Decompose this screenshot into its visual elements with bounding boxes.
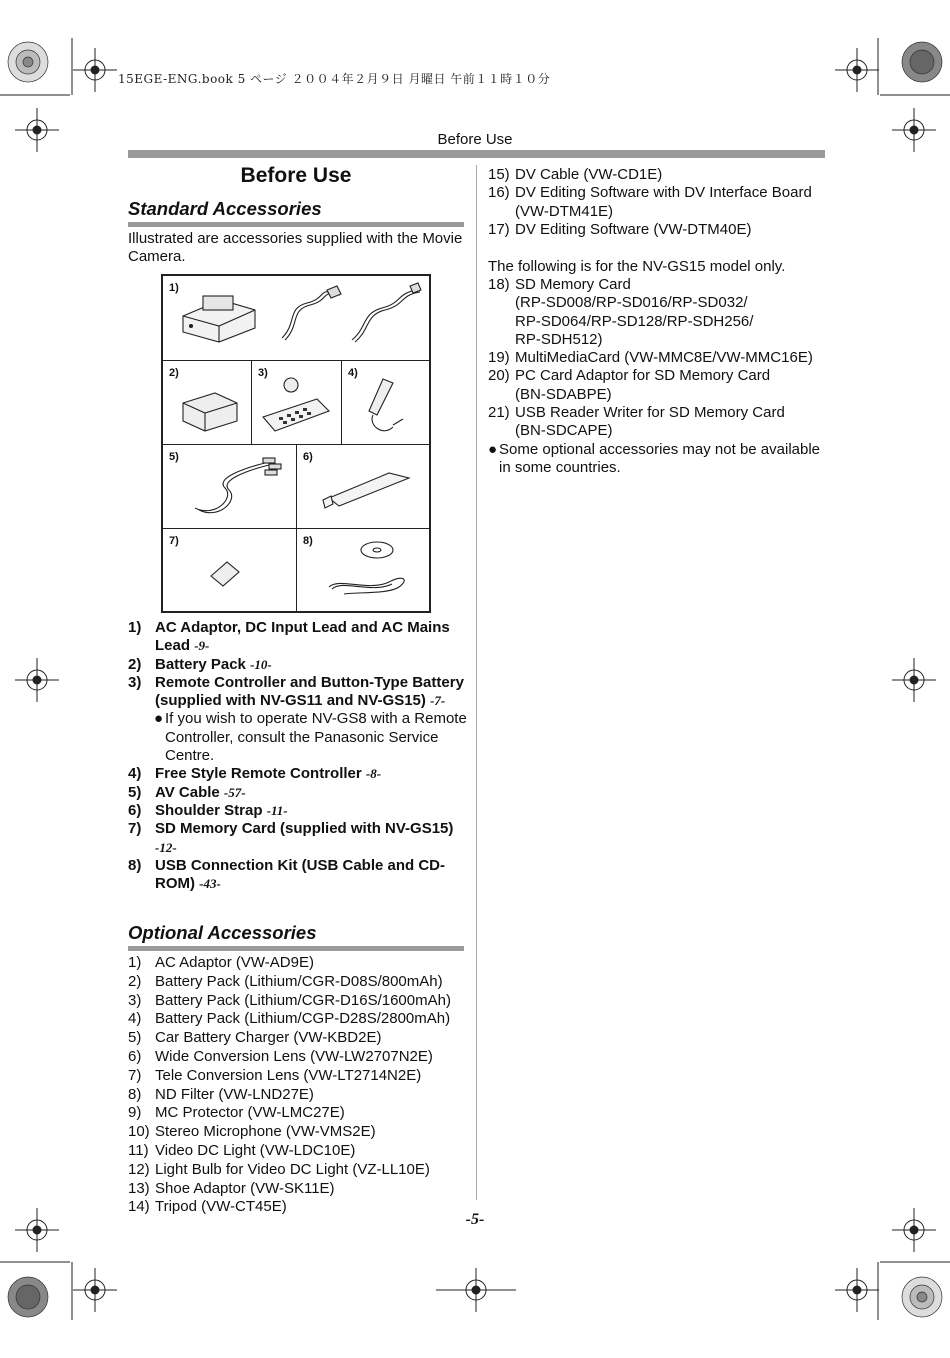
sd-memory-card-icon xyxy=(165,532,295,612)
bullet-icon: ● xyxy=(488,441,498,458)
gs15-intro: The following is for the NV-GS15 model only. xyxy=(488,258,786,275)
list-item: 1) AC Adaptor (VW-AD9E) xyxy=(128,954,314,971)
shoulder-strap-icon xyxy=(299,448,429,528)
list-item: 16) DV Editing Software with DV Interface Board (VW-DTM41E) xyxy=(488,184,812,220)
column-divider xyxy=(476,165,477,1200)
list-item: 4) Battery Pack (Lithium/CGP-D28S/2800mAh) xyxy=(128,1010,451,1028)
figure-cell-8 xyxy=(296,528,430,612)
list-item: 19) MultiMediaCard (VW-MMC8E/VW-MMC16E) xyxy=(488,349,813,367)
list-item: 7) Tele Conversion Lens (VW-LT2714N2E) xyxy=(128,1066,422,1084)
list-item: 12) Light Bulb for Video DC Light (VZ-LL10E) xyxy=(128,1160,430,1178)
standard-heading-rule xyxy=(128,222,464,227)
av-cable-icon xyxy=(165,448,295,528)
list-item: 21) USB Reader Writer for SD Memory Card (BN-SDCAPE) xyxy=(488,404,785,440)
list-item: 14) Tripod (VW-CT45E) xyxy=(128,1198,287,1216)
list-item: 3) Battery Pack (Lithium/CGR-D16S/1600mAh) xyxy=(128,991,451,1009)
figure-cell-1 xyxy=(162,275,430,361)
page-number: -5- xyxy=(465,1211,485,1228)
optional-accessories-list xyxy=(128,954,468,1217)
list-item: 18) SD Memory Card (RP-SD008/RP-SD016/RP-SD032/ RP-SD064/RP-SD128/RP-SDH256/ RP-SDH512) xyxy=(488,276,754,348)
optional-heading-rule xyxy=(128,946,464,951)
list-item: 17) DV Editing Software (VW-DTM40E) xyxy=(488,220,752,238)
list-item: 10) Stereo Microphone (VW-VMS2E) xyxy=(128,1123,376,1141)
figure-cell-6 xyxy=(296,444,430,529)
free-style-remote-icon xyxy=(343,365,429,445)
list-item: 8) ND Filter (VW-LND27E) xyxy=(128,1085,314,1103)
list-item: 13) Shoe Adaptor (VW-SK11E) xyxy=(128,1179,335,1197)
list-item: 1) AC Adaptor, DC Input Lead and AC Mains Lead -9- xyxy=(128,619,450,655)
figure-cell-4 xyxy=(341,360,430,445)
header-rule xyxy=(128,150,825,158)
battery-pack-icon xyxy=(165,373,251,443)
usb-connection-kit-icon xyxy=(299,532,429,612)
standard-accessories-list xyxy=(128,619,468,893)
page-title: Before Use xyxy=(240,164,352,187)
availability-note: ● Some optional accessories may not be available in some countries. xyxy=(488,441,821,477)
standard-accessories-heading: Standard Accessories xyxy=(128,198,322,219)
list-item: 11) Video DC Light (VW-LDC10E) xyxy=(128,1141,356,1159)
standard-intro: Illustrated are accessories supplied with the Movie Camera. xyxy=(128,230,463,266)
figure-label-4: 4) xyxy=(348,367,358,379)
print-info-line: 15EGE-ENG.book 5 ページ ２００４年２月９日 月曜日 午前１１時１０分 xyxy=(118,72,551,86)
accessories-illustration xyxy=(161,274,431,613)
figure-cell-3 xyxy=(251,360,342,445)
list-item: 6) Shoulder Strap -11- xyxy=(128,801,288,819)
list-item: 5) AV Cable -57- xyxy=(128,783,246,801)
list-item: 4) Free Style Remote Controller -8- xyxy=(128,765,382,783)
list-item: 5) Car Battery Charger (VW-KBD2E) xyxy=(128,1029,382,1047)
ac-adaptor-icon xyxy=(167,278,427,358)
list-item: 2) Battery Pack -10- xyxy=(128,655,272,673)
list-item: 7) SD Memory Card (supplied with NV-GS15) -12- xyxy=(128,820,454,855)
list-item: 15) DV Cable (VW-CD1E) xyxy=(488,166,663,183)
list-item: 2) Battery Pack (Lithium/CGR-D08S/800mAh) xyxy=(128,972,443,990)
figure-label-7: 7) xyxy=(169,535,179,547)
figure-cell-2 xyxy=(162,360,252,445)
bullet-icon: ● xyxy=(154,710,164,728)
figure-label-5: 5) xyxy=(169,451,179,463)
figure-cell-7 xyxy=(162,528,297,612)
gs15-accessories-list xyxy=(488,276,828,441)
optional-accessories-list-continued xyxy=(488,166,828,239)
list-item: 8) USB Connection Kit (USB Cable and CD-ROM) -43- xyxy=(128,856,446,893)
figure-label-3: 3) xyxy=(258,367,268,379)
figure-label-6: 6) xyxy=(303,451,313,463)
figure-label-1: 1) xyxy=(169,282,179,294)
remote-controller-icon xyxy=(253,365,341,445)
figure-cell-5 xyxy=(162,444,297,529)
list-item: 6) Wide Conversion Lens (VW-LW2707N2E) xyxy=(128,1047,433,1065)
list-item: 3) Remote Controller and Button-Type Battery (supplied with NV-GS11 and NV-GS15) -7- ● If you wish to operate NV-GS8 with a Remote Controller, consult the Panasonic Service Centre. xyxy=(128,673,467,765)
list-item: 9) MC Protector (VW-LMC27E) xyxy=(128,1104,345,1122)
list-item: 20) PC Card Adaptor for SD Memory Card (BN-SDABPE) xyxy=(488,367,771,403)
remote-controller-note: ● If you wish to operate NV-GS8 with a Remote Controller, consult the Panasonic Service Centre. xyxy=(154,710,467,765)
running-head: Before Use xyxy=(437,131,513,148)
figure-label-8: 8) xyxy=(303,535,313,547)
figure-label-2: 2) xyxy=(169,367,179,379)
optional-accessories-heading: Optional Accessories xyxy=(128,922,317,943)
